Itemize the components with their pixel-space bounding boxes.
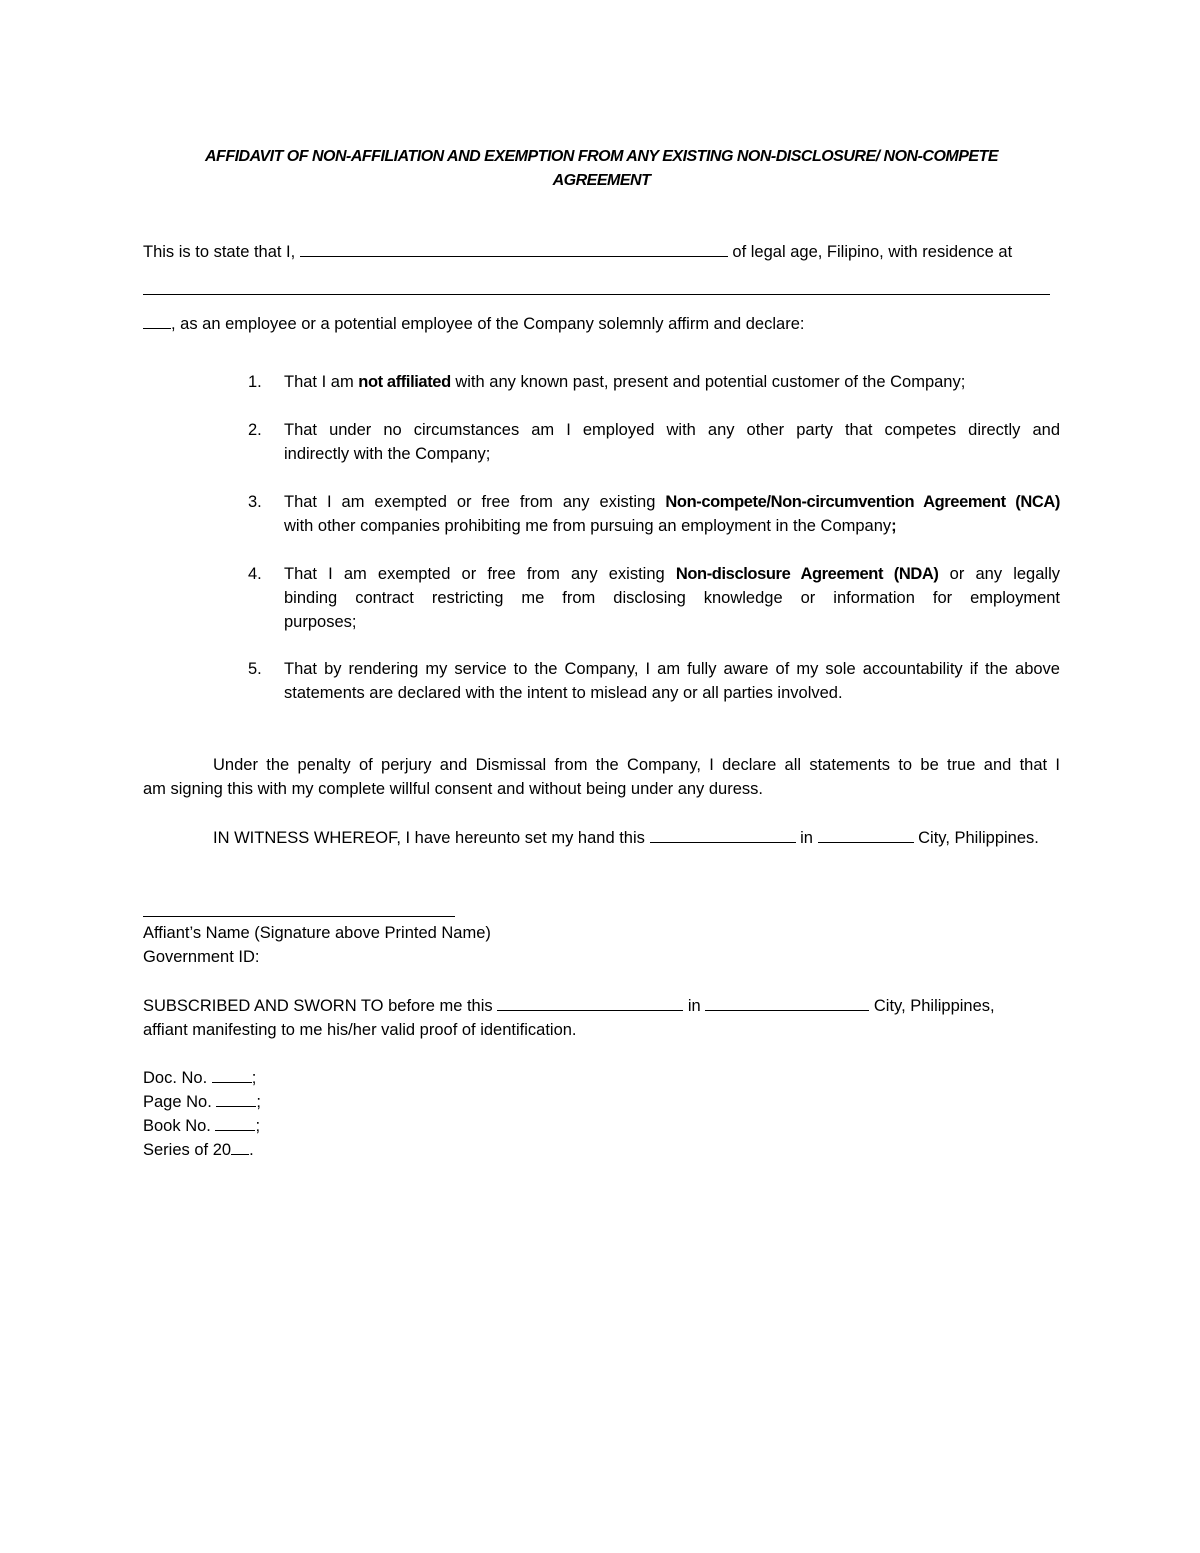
- punct: ;: [255, 1117, 261, 1135]
- sworn-city-blank: [705, 994, 869, 1011]
- intro-line: [143, 240, 1012, 262]
- sworn-date-blank: [497, 994, 683, 1011]
- affiant-name-label: Affiant’s Name (Signature above Printed Name): [143, 924, 491, 942]
- item-bold: Non-disclosure Agreement (NDA): [675, 565, 939, 583]
- item-bold: not affiliated: [358, 373, 451, 391]
- sworn-block: [143, 994, 995, 1042]
- item-number: 5.: [248, 660, 262, 678]
- item-text: statements are declared with the intent to mislead any or all parties involved.: [284, 684, 843, 702]
- item-text: indirectly with the Company;: [284, 445, 491, 463]
- page-no-blank: [216, 1090, 256, 1107]
- item-text: That I am exempted or free from any existing: [284, 493, 666, 511]
- item-number: 4.: [248, 565, 262, 583]
- government-id-label: Government ID:: [143, 948, 260, 966]
- punct: ;: [251, 1069, 257, 1087]
- witness-text: in: [800, 829, 813, 847]
- item-text: with other companies prohibiting me from pursuing an employment in the Company: [284, 517, 892, 535]
- punct: .: [249, 1141, 254, 1159]
- signature-block: [143, 921, 491, 969]
- item-text: That under no circumstances am I employed with any other party that competes directly and: [284, 421, 1060, 439]
- witness-text: IN WITNESS WHEREOF, I have hereunto set my hand this: [213, 829, 645, 847]
- notary-block: [143, 1066, 261, 1162]
- penalty-paragraph: [143, 753, 1060, 801]
- item-text: purposes;: [284, 613, 357, 631]
- penalty-line-2: am signing this with my complete willful consent and without being under any duress.: [143, 780, 763, 798]
- item-number: 1.: [248, 373, 262, 391]
- sworn-text: in: [687, 997, 701, 1015]
- item-text: That I am: [284, 373, 359, 391]
- item-text: binding contract restricting me from disclosing knowledge or information for employment: [284, 589, 1060, 607]
- signature-line: [143, 916, 455, 917]
- item-text: That by rendering my service to the Company, I am fully aware of my sole accountability if the above: [284, 660, 1060, 678]
- item-bold: ;: [891, 517, 897, 535]
- page-no-label: Page No.: [143, 1093, 217, 1111]
- intro-text-2: of legal age, Filipino, with residence at: [732, 243, 1013, 261]
- intro-text-1: This is to state that I,: [143, 243, 296, 261]
- item-number: 3.: [248, 493, 262, 511]
- date-blank: [650, 826, 796, 843]
- sworn-line-2: affiant manifesting to me his/her valid proof of identification.: [143, 1021, 577, 1039]
- series-blank: [231, 1138, 249, 1155]
- residence-end-blank: [143, 312, 171, 329]
- witness-text: City, Philippines.: [918, 829, 1039, 847]
- item-text: with any known past, present and potential customer of the Company;: [450, 373, 966, 391]
- penalty-line-1: Under the penalty of perjury and Dismissal from the Company, I declare all statements to be true and that I: [213, 756, 1060, 774]
- item-text: or any legally: [938, 565, 1060, 583]
- residence-blank: [143, 294, 1050, 295]
- item-text: That I am exempted or free from any existing: [284, 565, 676, 583]
- title-line-2: AGREEMENT: [552, 172, 651, 189]
- intro-text-3: , as an employee or a potential employee of the Company solemnly affirm and declare:: [171, 315, 805, 333]
- item-number: 2.: [248, 421, 262, 439]
- city-blank: [818, 826, 914, 843]
- document-title: [143, 145, 1060, 193]
- title-line-1: AFFIDAVIT OF NON-AFFILIATION AND EXEMPTION FROM ANY EXISTING NON-DISCLOSURE/ NON-COMPETE: [204, 148, 999, 165]
- item-bold: Non-compete/Non-circumvention Agreement (NCA): [665, 493, 1060, 511]
- sworn-text: City, Philippines,: [873, 997, 995, 1015]
- doc-no-blank: [212, 1066, 252, 1083]
- intro-line-3: [143, 312, 804, 334]
- doc-no-label: Doc. No.: [143, 1069, 212, 1087]
- book-no-blank: [215, 1114, 255, 1131]
- book-no-label: Book No.: [143, 1117, 216, 1135]
- witness-line: [213, 826, 1039, 848]
- series-label: Series of 20: [143, 1141, 232, 1159]
- sworn-text: SUBSCRIBED AND SWORN TO before me this: [143, 997, 493, 1015]
- name-blank: [300, 240, 728, 257]
- punct: ;: [256, 1093, 261, 1111]
